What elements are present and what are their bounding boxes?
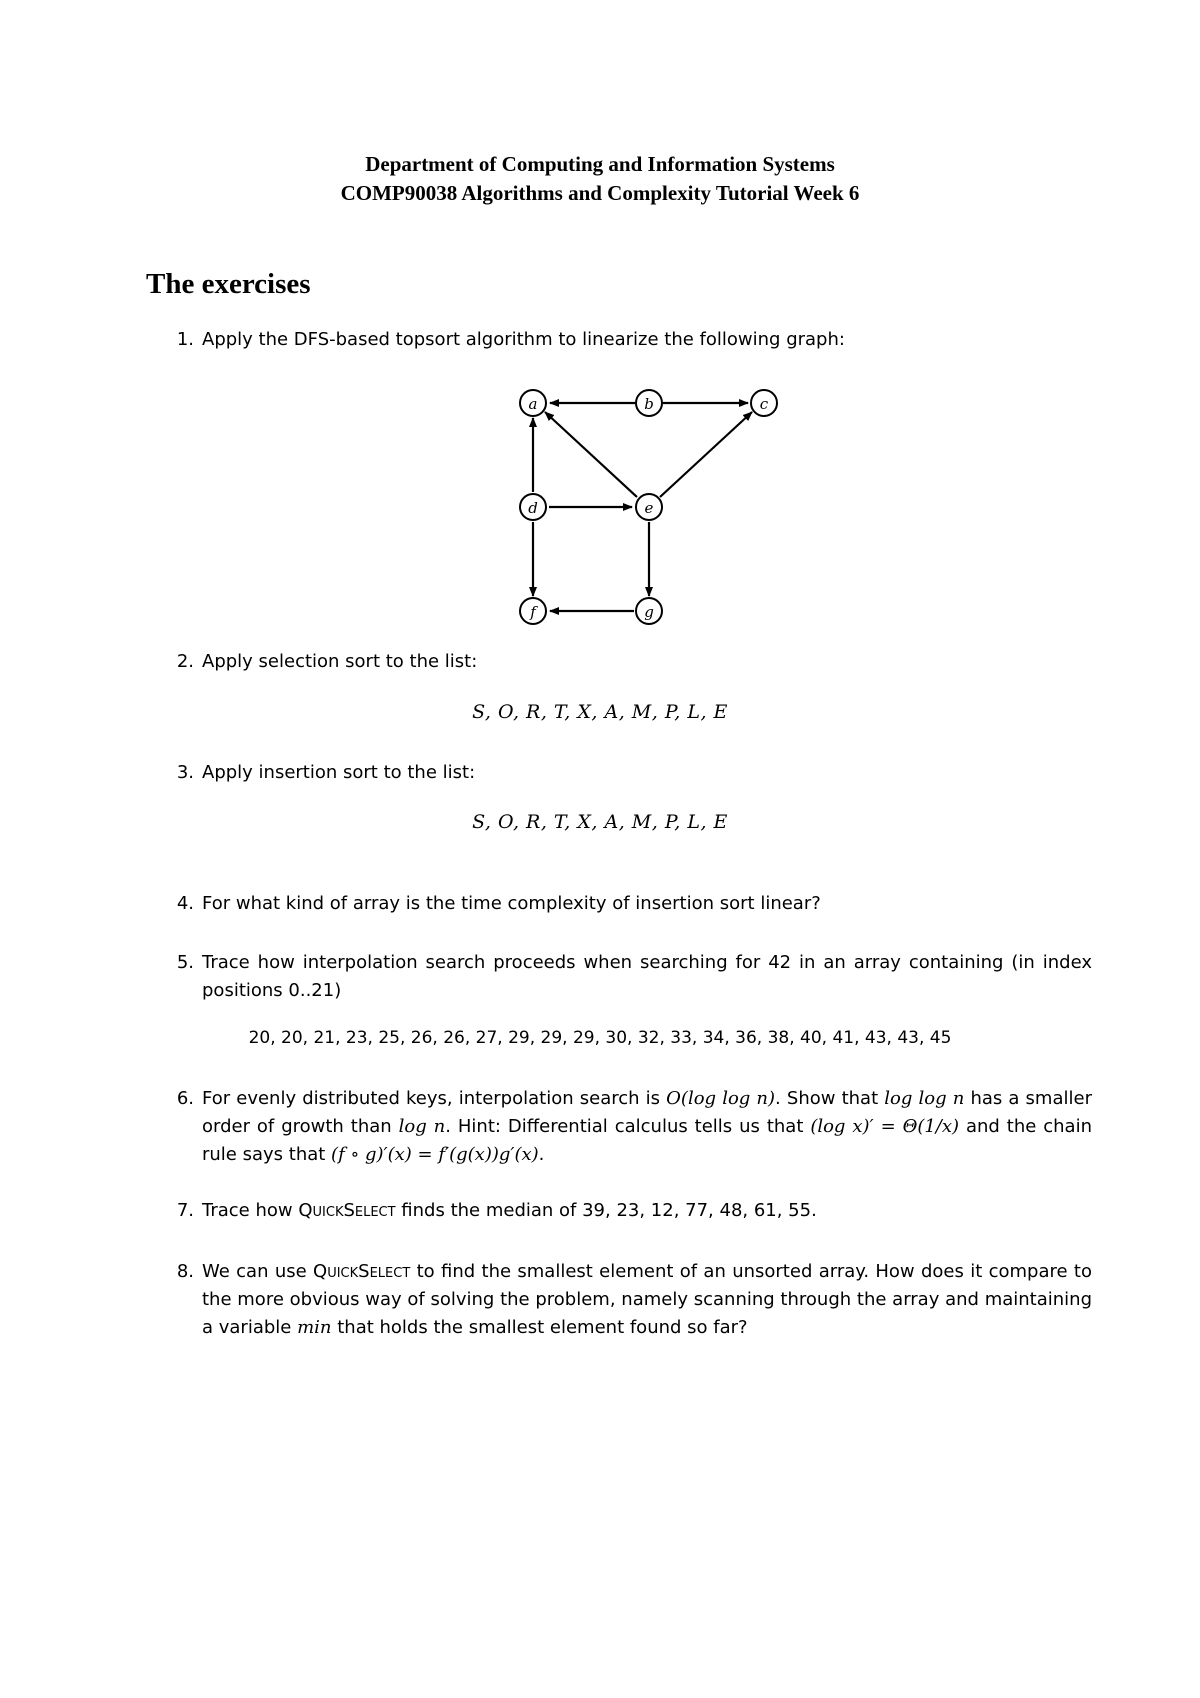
node-e: [636, 494, 662, 520]
text-part: Trace how: [202, 1200, 299, 1221]
math-expr: O(log log n): [666, 1088, 776, 1109]
math-expr: log n: [398, 1116, 446, 1137]
text-part: . Hint: Differential calculus tells us that: [445, 1116, 811, 1137]
exercise-number: 7.: [176, 1200, 194, 1221]
exercise-number: 2.: [176, 651, 194, 672]
text-part: .: [538, 1144, 545, 1165]
text-part: and the chain rule says that: [202, 1116, 1092, 1165]
exercise-text: For what kind of array is the time complexity of insertion sort linear?: [202, 893, 821, 914]
node-b: [636, 390, 662, 416]
text-part: finds the median of 39, 23, 12, 77, 48, 61, 55.: [395, 1200, 817, 1221]
text-part: . Show that: [775, 1088, 885, 1109]
dag-graph: [0, 0, 1200, 640]
exercise-text: Apply insertion sort to the list:: [202, 762, 476, 783]
text-part: that holds the smallest element found so far?: [331, 1317, 748, 1338]
node-c-label: c: [759, 395, 769, 413]
search-array: 20, 20, 21, 23, 25, 26, 26, 27, 29, 29, 29, 30, 32, 33, 34, 36, 38, 40, 41, 43, 43, 45: [248, 1028, 952, 1048]
text-part: to find the smallest element of an unsorted array. How does it compare to the more obvious way of solving the problem, namely scanning through the array and maintaining a variable: [202, 1261, 1092, 1338]
header-course: COMP90038 Algorithms and Complexity Tutorial Week 6: [340, 181, 860, 205]
algorithm-name: QuickSelect: [298, 1200, 396, 1221]
math-expr: (f ∘ g)′(x) = f′(g(x))g′(x): [331, 1144, 539, 1165]
node-a: [520, 390, 546, 416]
exercise-number: 8.: [176, 1261, 194, 1282]
text-part: For evenly distributed keys, interpolation search is: [202, 1088, 667, 1109]
exercise-text: Apply selection sort to the list:: [202, 651, 478, 672]
exercise-number: 5.: [176, 952, 194, 973]
node-g: [636, 598, 662, 624]
node-b-label: b: [644, 395, 654, 413]
selection-sort-list: S, O, R, T, X, A, M, P, L, E: [472, 701, 728, 723]
node-f: [520, 598, 546, 624]
edge-e-a: [545, 412, 637, 497]
node-a-label: a: [528, 395, 538, 413]
math-expr: min: [297, 1317, 332, 1338]
exercise-text: Trace how interpolation search proceeds when searching for 42 in an array containing (in index positions 0..21): [202, 952, 1092, 1001]
edge-e-c: [660, 412, 752, 497]
insertion-sort-list: S, O, R, T, X, A, M, P, L, E: [472, 811, 728, 833]
node-d-label: d: [528, 499, 538, 517]
node-c: [751, 390, 777, 416]
exercise-number: 1.: [176, 329, 194, 350]
exercise-text: Apply the DFS-based topsort algorithm to linearize the following graph:: [202, 329, 845, 350]
math-expr: (log x)′ = Θ(1/x): [810, 1116, 960, 1137]
section-title: The exercises: [146, 268, 311, 300]
node-f-label: f: [530, 603, 536, 621]
node-e-label: e: [644, 499, 654, 517]
text-part: has a smaller order of growth than: [202, 1088, 1092, 1137]
node-g-label: g: [644, 603, 654, 621]
math-expr: log log n: [884, 1088, 965, 1109]
exercise-number: 4.: [176, 893, 194, 914]
algorithm-name: QuickSelect: [313, 1261, 411, 1282]
exercise-text: [202, 1258, 1092, 1342]
text-part: We can use: [202, 1261, 314, 1282]
exercise-number: 6.: [176, 1088, 194, 1109]
node-d: [520, 494, 546, 520]
header-department: Department of Computing and Information Systems: [365, 152, 835, 176]
exercise-text: [202, 1197, 1092, 1225]
exercise-text: [202, 1085, 1092, 1169]
exercise-number: 3.: [176, 762, 194, 783]
